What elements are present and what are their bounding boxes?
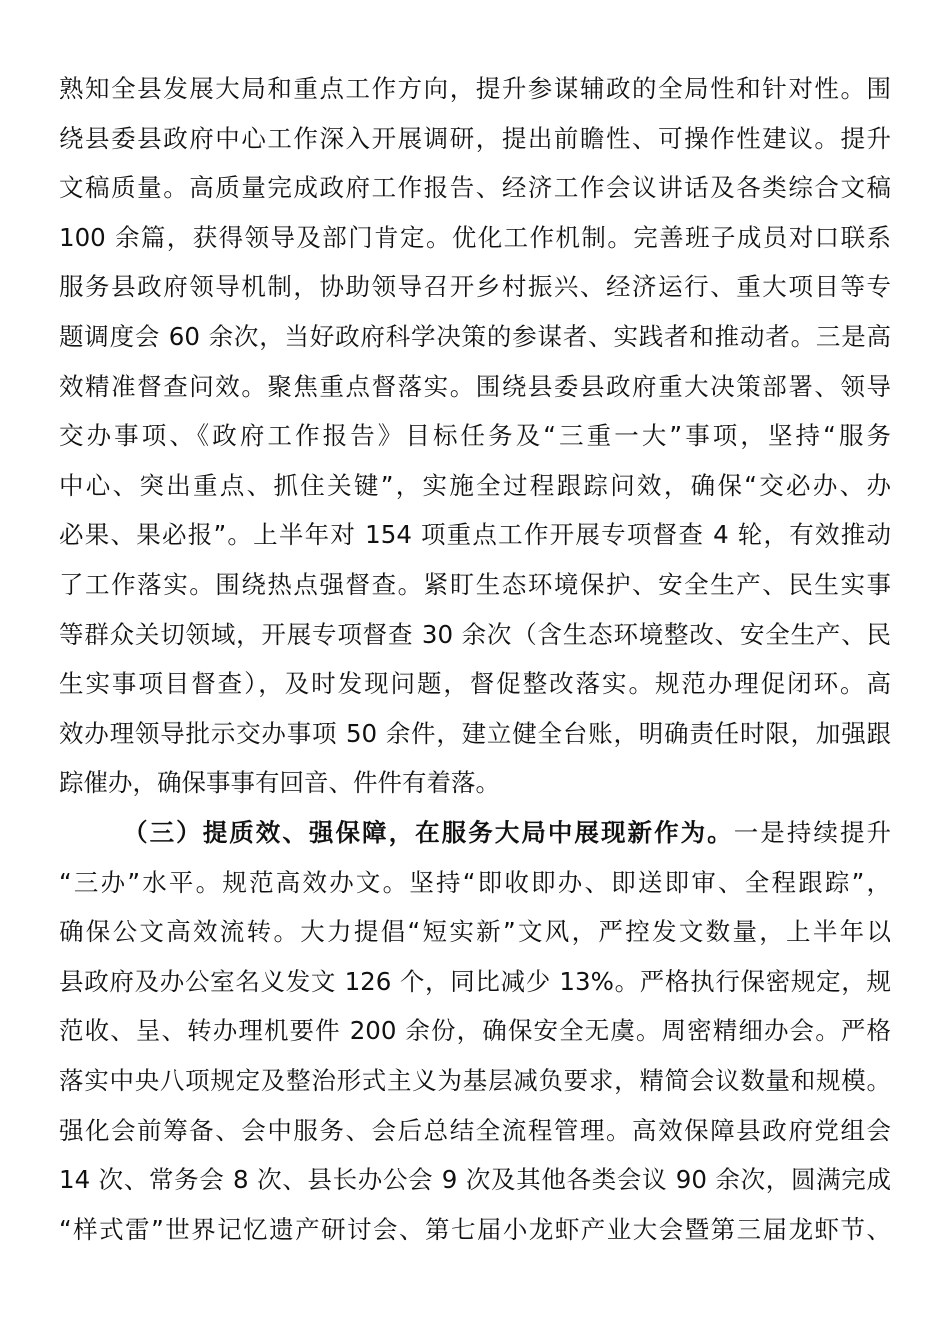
text-line: “样式雷”世界记忆遗产研讨会、第七届小龙虾产业大会暨第三届龙虾节、	[59, 1214, 891, 1244]
text-line-heading	[59, 808, 891, 858]
text-line: 强化会前筹备、会中服务、会后总结全流程管理。高效保障县政府党组会	[59, 1115, 891, 1145]
text-line: “三办”水平。规范高效办文。坚持“即收即办、即送即审、全程跟踪”，	[59, 867, 891, 897]
text-line: 文稿质量。高质量完成政府工作报告、经济工作会议讲话及各类综合文稿	[59, 173, 891, 203]
text-line: 生实事项目督查），及时发现问题，督促整改落实。规范办理促闭环。高	[59, 669, 891, 699]
text-line: 踪催办，确保事事有回音、件件有着落。	[59, 768, 500, 798]
text-line: 落实中央八项规定及整治形式主义为基层减负要求，精简会议数量和规模。	[59, 1065, 891, 1095]
text-line: 交办事项、《政府工作报告》目标任务及“三重一大”事项，坚持“服务	[59, 421, 891, 451]
text-line: 服务县政府领导机制，协助领导召开乡村振兴、经济运行、重大项目等专	[59, 272, 891, 302]
text-line: 100 余篇，获得领导及部门肯定。优化工作机制。完善班子成员对口联系	[59, 222, 891, 252]
text-line: 了工作落实。围绕热点强督查。紧盯生态环境保护、安全生产、民生实事	[59, 569, 891, 599]
text-line: 绕县委县政府中心工作深入开展调研，提出前瞻性、可操作性建议。提升	[59, 123, 891, 153]
text-line: 效办理领导批示交办事项 50 余件，建立健全台账，明确责任时限，加强跟	[59, 718, 891, 748]
text-line: 范收、呈、转办理机要件 200 余份，确保安全无虞。周密精细办会。严格	[59, 1016, 891, 1046]
text-line: 14 次、常务会 8 次、县长办公会 9 次及其他各类会议 90 余次，圆满完成	[59, 1165, 891, 1195]
text-line: 中心、突出重点、抓住关键”，实施全过程跟踪问效，确保“交必办、办	[59, 470, 891, 500]
text-line: 熟知全县发展大局和重点工作方向，提升参谋辅政的全局性和针对性。围	[59, 74, 891, 103]
text-line: 等群众关切领域，开展专项督查 30 余次（含生态环境整改、安全生产、民	[59, 619, 891, 649]
text-line: 必果、果必报”。上半年对 154 项重点工作开展专项督查 4 轮，有效推动	[59, 520, 891, 550]
text-line: 效精准督查问效。聚焦重点督落实。围绕县委县政府重大决策部署、领导	[59, 371, 891, 401]
heading-line-rest: 一是持续提升	[733, 818, 892, 847]
paragraph-section-three	[59, 808, 891, 1254]
text-line: 确保公文高效流转。大力提倡“短实新”文风，严控发文数量，上半年以	[59, 917, 891, 947]
section-heading: （三）提质效、强保障，在服务大局中展现新作为。	[121, 818, 734, 847]
text-line: 题调度会 60 余次，当好政府科学决策的参谋者、实践者和推动者。三是高	[59, 321, 891, 351]
text-line: 县政府及办公室名义发文 126 个，同比减少 13%。严格执行保密规定，规	[59, 966, 891, 996]
paragraph-continuation	[59, 64, 891, 808]
